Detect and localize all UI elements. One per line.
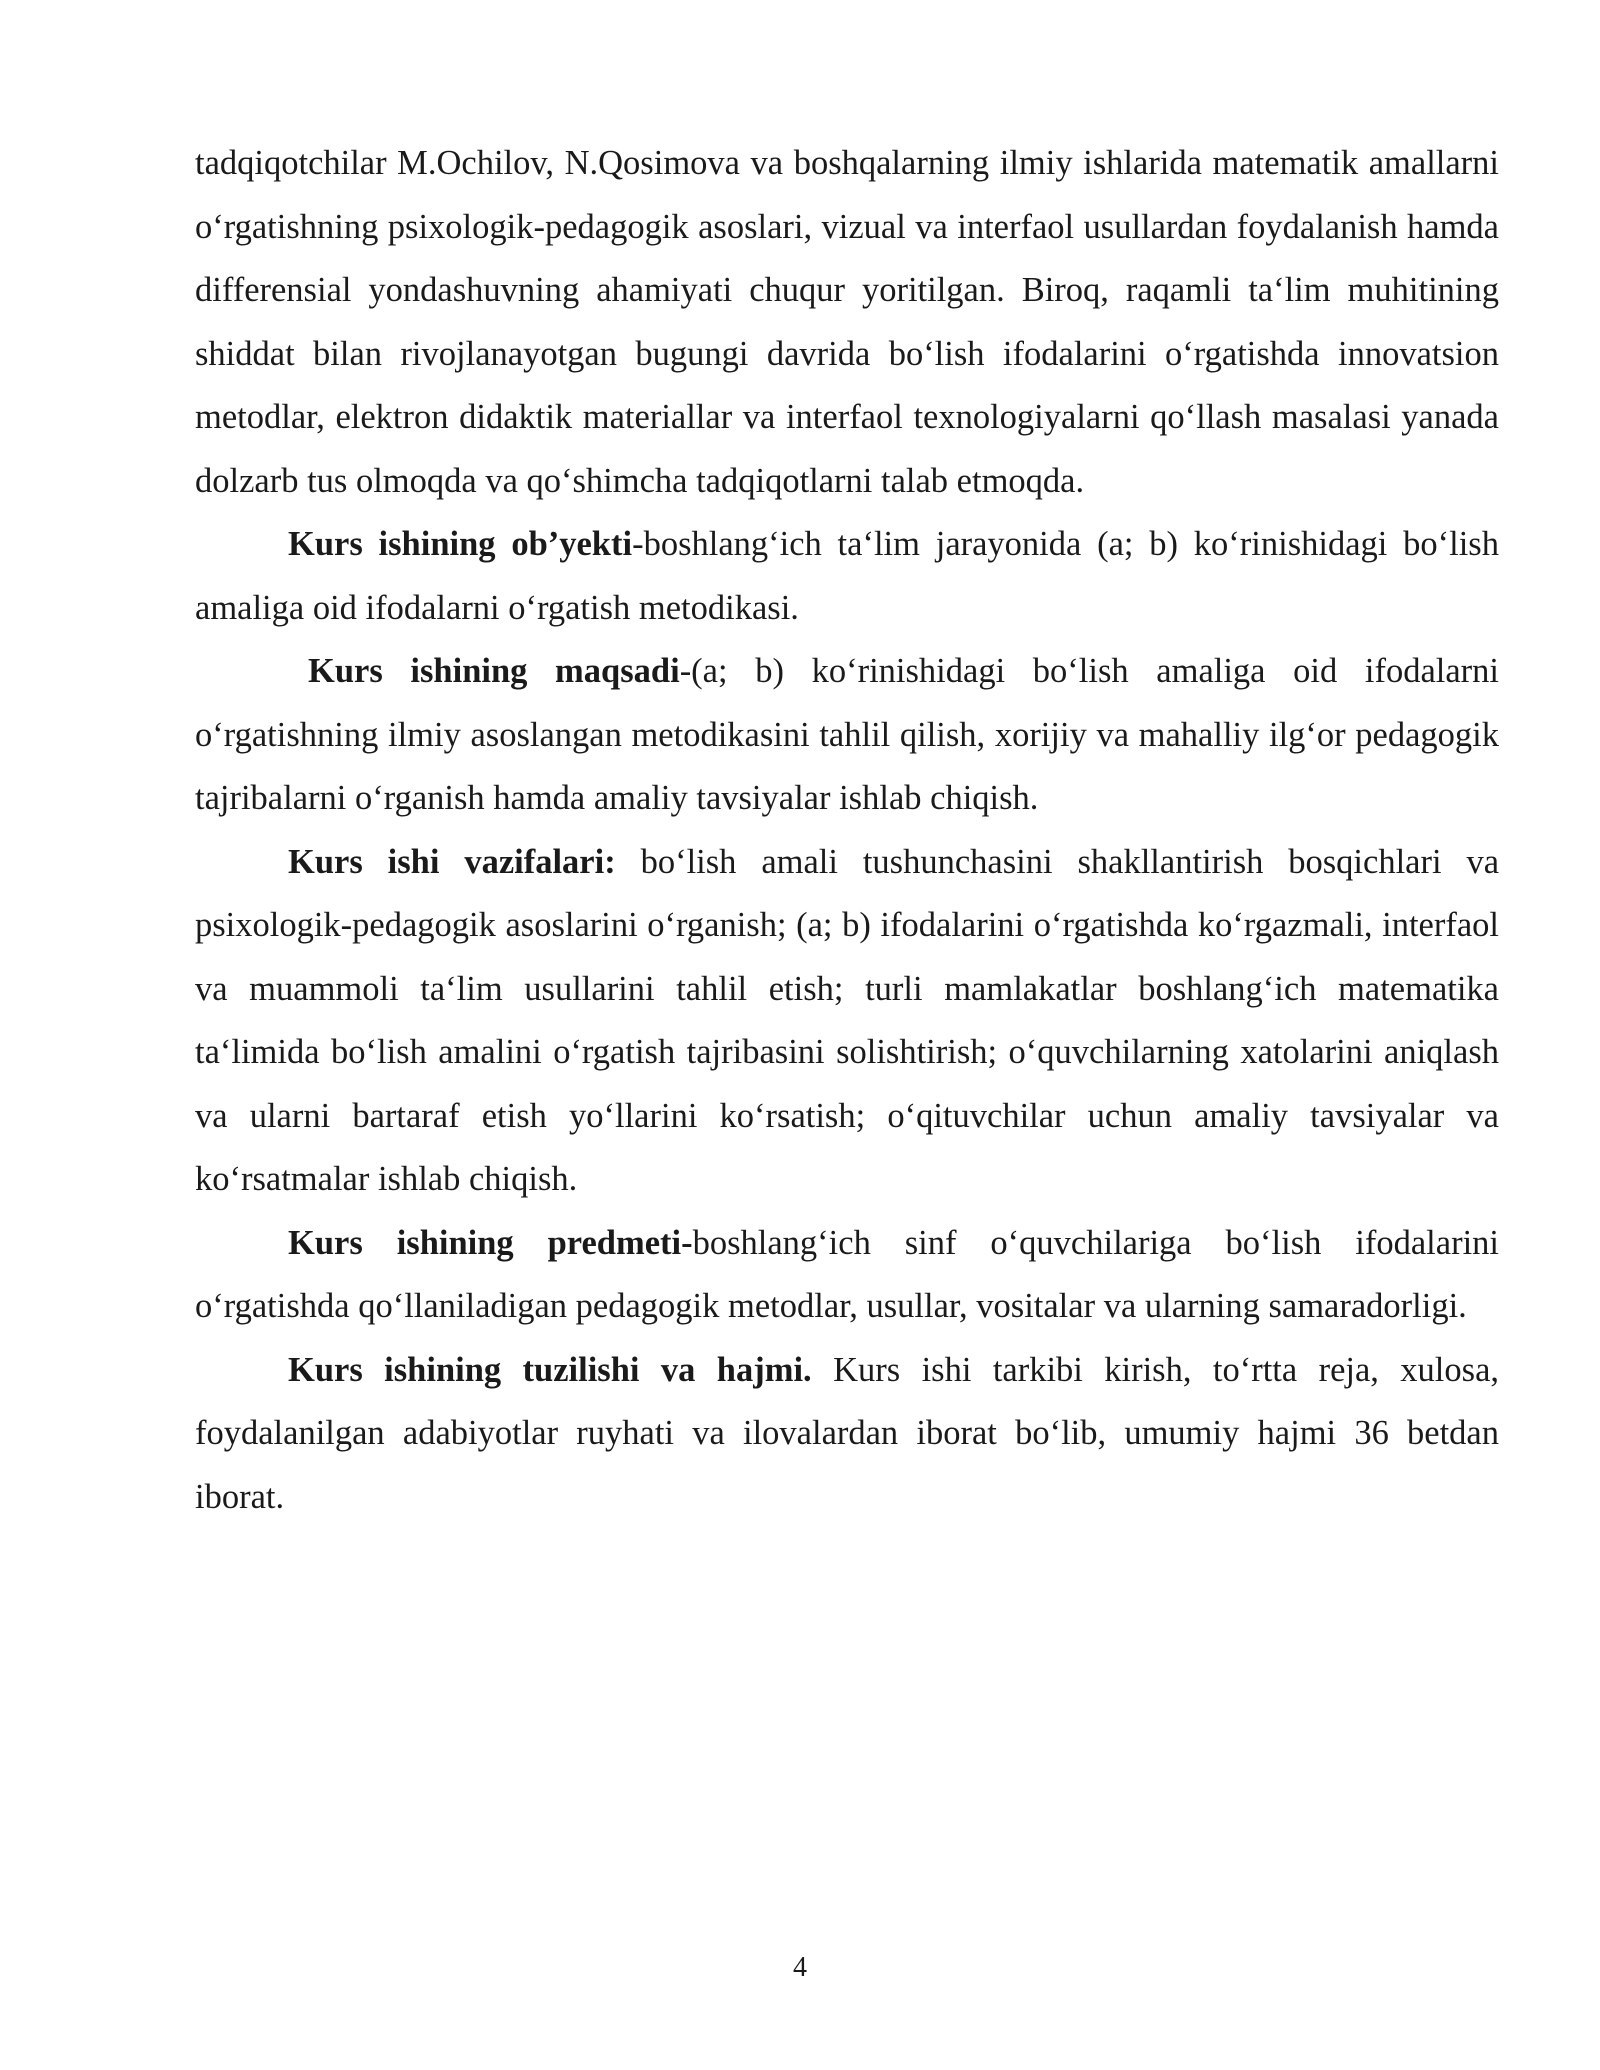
paragraph-goal: [195, 640, 1499, 831]
paragraph-heading: Kurs ishi vazifalari:: [288, 842, 616, 881]
paragraph-heading: Kurs ishining predmeti-: [288, 1223, 693, 1262]
paragraph-heading: Kurs ishining tuzilishi va hajmi.: [288, 1350, 812, 1389]
paragraph-text: boshlang‘ich sinf o‘quvchilariga bo‘lish ifodalarini o‘rgatishda qo‘llaniladigan pedagogik metodlar, usullar, vositalar va ularning samaradorligi.: [195, 1223, 1499, 1325]
document-body: [195, 132, 1499, 1529]
paragraph-structure: [195, 1339, 1499, 1530]
paragraph-text: Kurs ishi tarkibi kirish, to‘rtta reja, xulosa, foydalanilgan adabiyotlar ruyhati va ilovalardan iborat bo‘lib, umumiy hajmi 36 betdan iborat.: [195, 1350, 1500, 1516]
paragraph-text: -boshlang‘ich ta‘lim jarayonida (a; b) ko‘rinishidagi bo‘lish amaliga oid ifodalarni o‘rgatish metodikasi.: [195, 525, 1499, 627]
paragraph-text: -(a; b) ko‘rinishidagi bo‘lish amaliga oid ifodalarni o‘rgatishning ilmiy asoslangan metodikasini tahlil qilish, xorijiy va mahalliy ilg‘or pedagogik tajribalarni o‘rganish hamda amaliy tavsiyalar ishlab chiqish.: [195, 652, 1499, 817]
paragraph-heading: Kurs ishining ob’yekti: [288, 525, 633, 563]
paragraph-text: bo‘lish amali tushunchasini shakllantirish bosqichlari va psixologik-pedagogik asoslarini o‘rganish; (a; b) ifodalarini o‘rgatishda ko‘rgazmali, interfaol va muammoli ta‘lim usullarini tahlil etish; turli mamlakatlar boshlang‘ich matematika ta‘limida bo‘lish amalini o‘rgatish tajribasini solishtirish; o‘quvchilarning xatolarini aniqlash va ularni bartaraf etish yo‘llarini ko‘rsatish; o‘qituvchilar uchun amaliy tavsiyalar va ko‘rsatmalar ishlab chiqish.: [195, 842, 1500, 1198]
paragraph-intro-continuation: [195, 132, 1499, 513]
paragraph-tasks: [195, 831, 1499, 1212]
paragraph-object: [195, 513, 1499, 640]
paragraph-heading: Kurs ishining maqsadi: [308, 652, 680, 690]
paragraph-text: tadqiqotchilar M.Ochilov, N.Qosimova va boshqalarning ilmiy ishlarida matematik amallarni o‘rgatishning psixologik-pedagogik asoslari, vizual va interfaol usullardan foydalanish hamda differensial yondashuvning ahamiyati chuqur yoritilgan. Biroq, raqamli ta‘lim muhitining shiddat bilan rivojlanayotgan bugungi davrida bo‘lish ifodalarini o‘rgatishda innovatsion metodlar, elektron didaktik materiallar va interfaol texnologiyalarni qo‘llash masalasi yanada dolzarb tus olmoqda va qo‘shimcha tadqiqotlarni talab etmoqda.: [195, 144, 1499, 500]
paragraph-subject: [195, 1212, 1499, 1339]
page-number: 4: [793, 1952, 807, 1983]
